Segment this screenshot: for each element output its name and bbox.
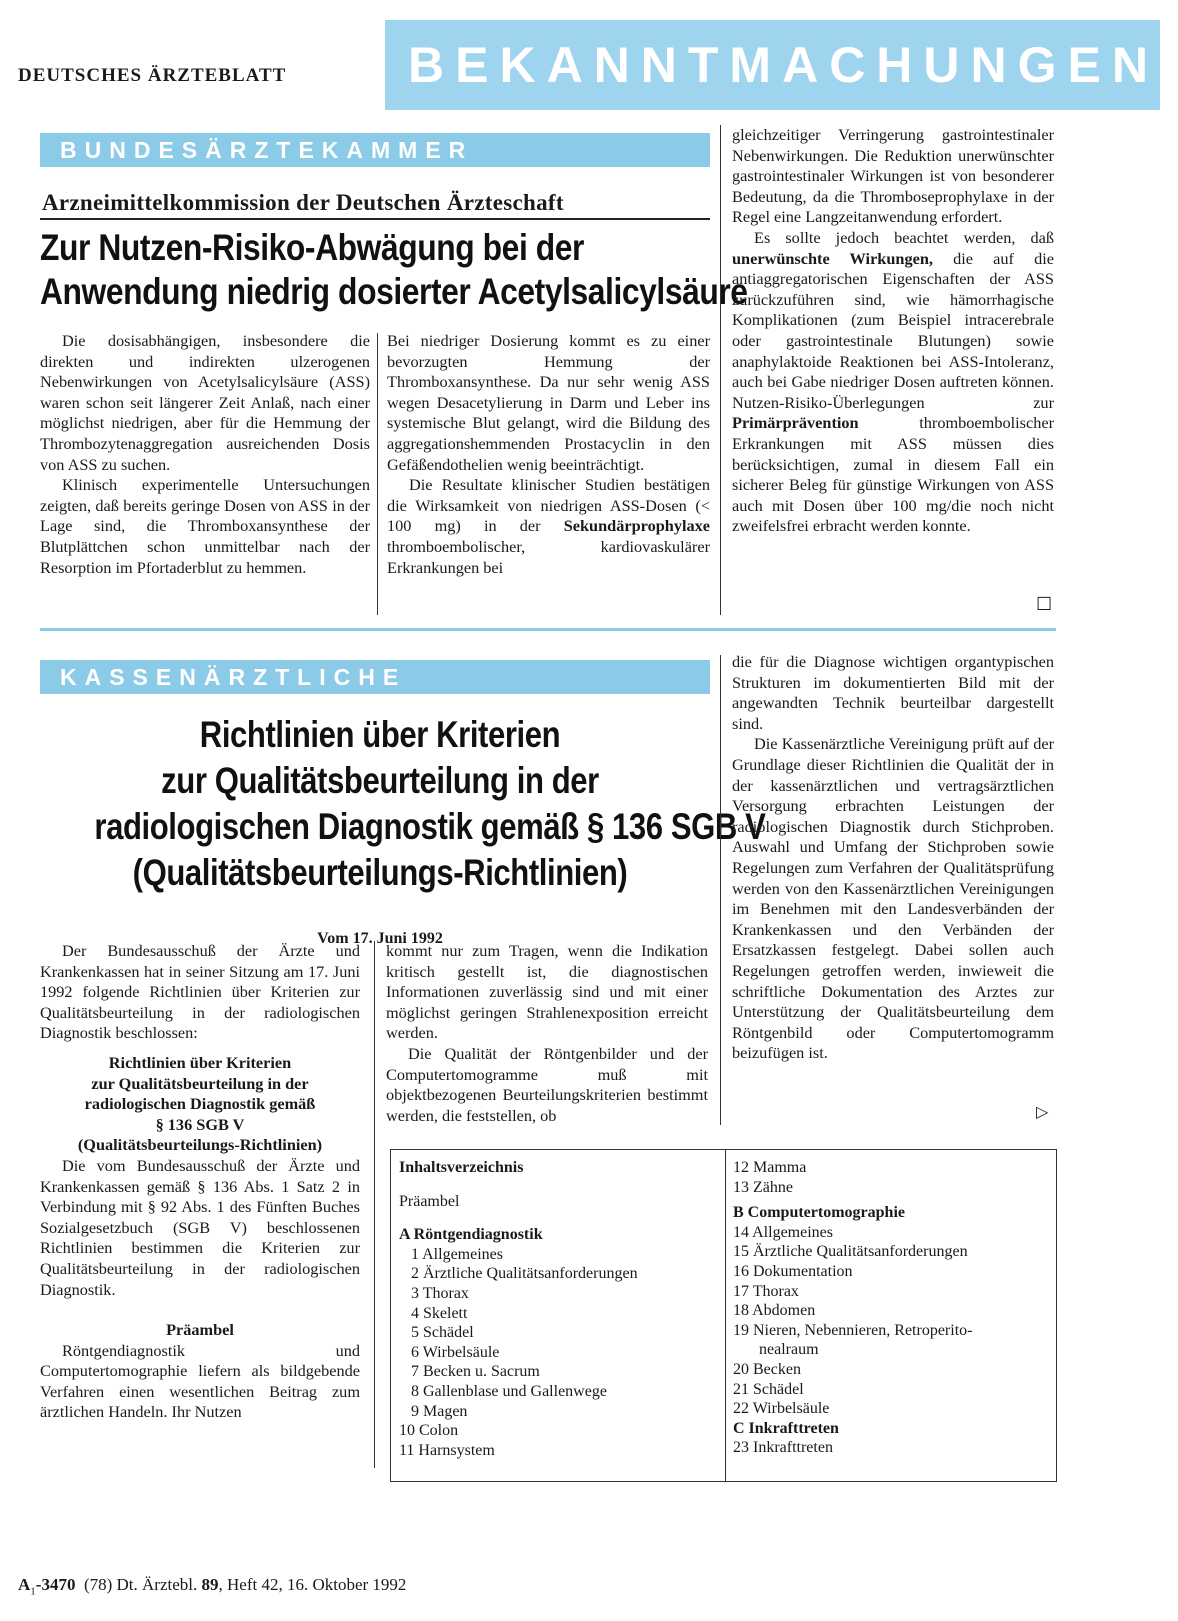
article2-column-2 — [386, 941, 708, 1126]
column-divider — [374, 941, 375, 1468]
headline-line: zur Qualitätsbeurteilung in der — [161, 760, 599, 801]
page-number: -3470 — [35, 1575, 76, 1594]
section-title: BEKANNTMACHUNGEN — [408, 37, 1159, 93]
rules-title-line: § 136 SGB V — [155, 1114, 245, 1134]
toc-group-heading: B Computertomographie — [733, 1204, 905, 1222]
toc-item: 18 Abdomen — [733, 1302, 816, 1320]
column-divider — [377, 333, 378, 615]
headline-line: Zur Nutzen-Risiko-Abwägung bei der — [40, 227, 585, 268]
article-headline — [94, 712, 766, 896]
toc-item: 1 Allgemeines — [411, 1245, 503, 1263]
text-run: Die Resultate klinischer Studien bestätigen die Wirksamkeit von niedrigen ASS-Dosen (< 100 mg) in der — [387, 475, 710, 536]
toc-item: 2 Ärztliche Qualitätsanforderungen — [411, 1265, 638, 1283]
toc-item: 13 Zähne — [733, 1178, 793, 1196]
article-headline — [40, 226, 748, 314]
headline-line: (Qualitätsbeurteilungs-Richtlinien) — [132, 852, 628, 893]
toc-title: Inhaltsverzeichnis — [399, 1159, 524, 1176]
toc-item: 5 Schädel — [411, 1324, 474, 1342]
toc-item: 3 Thorax — [411, 1284, 469, 1302]
toc-column-1 — [399, 1158, 719, 1460]
paragraph: Röntgendiagnostik und Computertomographie liefern als bildgebende Verfahren einen wesentlichen Beitrag zum ärztlichen Handeln. Ihr Nutzen — [40, 1340, 360, 1422]
toc-group-heading: A Röntgendiagnostik — [399, 1226, 543, 1244]
rules-title-line: zur Qualitätsbeurteilung in der — [91, 1073, 309, 1093]
subtitle-rule — [40, 218, 710, 220]
toc-item-continued: nealraum — [759, 1341, 819, 1359]
page-letter: A — [18, 1575, 31, 1594]
rules-title-line: (Qualitätsbeurteilungs-Richtlinien) — [77, 1135, 323, 1155]
section-separator — [40, 628, 1056, 631]
table-of-contents — [390, 1149, 1057, 1482]
toc-item: 17 Thorax — [733, 1282, 799, 1300]
paragraph: gleichzeitiger Verringerung gastrointestinaler Nebenwirkungen. Die Reduktion unerwünschter gastrointestinaler Wirkungen ist von besonderer Bedeutung, da die Thromboseprophylaxe in der Regel eine Langzeitanwendung erfordert. — [732, 125, 1054, 227]
paragraph: Die dosisabhängigen, insbesondere die direkten und indirekten ulzerogenen Nebenwirkungen von Acetylsalicylsäure (ASS) waren schon seit längerer Zeit Anlaß, nach einer möglichst niedrigen, aber für die Hemmung der Thrombozytenaggregation ausreichenden Dosis von ASS zu suchen. — [40, 331, 370, 474]
toc-item: 8 Gallenblase und Gallenwege — [411, 1382, 607, 1400]
section-subtitle: Arzneimittelkommission der Deutschen Ärzteschaft — [42, 190, 564, 215]
toc-column-2 — [733, 1158, 1051, 1458]
toc-item: 6 Wirbelsäule — [411, 1343, 500, 1361]
paragraph: die für die Diagnose wichtigen organtypischen Strukturen im dokumentierten Bild mit der angewandten Technik beurteilbar dargestellt sind. — [732, 652, 1054, 733]
toc-item: 9 Magen — [411, 1402, 468, 1420]
article2-column-3 — [732, 652, 1054, 1064]
toc-item: 22 Wirbelsäule — [733, 1400, 830, 1418]
toc-item: 7 Becken u. Sacrum — [411, 1363, 540, 1381]
text-run: Es sollte jedoch beachtet werden, daß — [754, 227, 1054, 247]
article1-column-2 — [387, 331, 710, 578]
toc-item: 10 Colon — [399, 1422, 459, 1440]
paragraph: Der Bundesausschuß der Ärzte und Krankenkassen hat in seiner Sitzung am 17. Juni 1992 folgende Richtlinien über Kriterien zur Qualitätsbeurteilung in der radiologischen Diagnostik beschlossen: — [40, 941, 360, 1043]
paragraph: Die vom Bundesausschuß der Ärzte und Krankenkassen gemäß § 136 Abs. 1 Satz 2 in Verbindung mit § 92 Abs. 1 des Fünften Buches Sozialgesetzbuch (SGB V) beschlossenen Richtlinien bestimmen die Kriterien zur Qualitätsbeurteilung in der radiologischen Diagnostik. — [40, 1155, 360, 1299]
article2-column-1 — [40, 941, 360, 1423]
paragraph: Klinisch experimentelle Untersuchungen zeigten, daß bereits geringe Dosen von ASS in der Lage sind, die Thromboxansynthese der Blutplättchen schon unmittelbar nach der Resorption im Pfortaderblut zu hemmen. — [40, 475, 370, 577]
rules-title — [40, 1053, 360, 1156]
toc-item: 21 Schädel — [733, 1380, 804, 1398]
paragraph: kommt nur zum Tragen, wenn die Indikation kritisch gestellt ist, die diagnostischen Informationen zuverlässig sind und mit einer möglichst geringen Strahlenexposition erreicht werden. — [386, 941, 708, 1043]
toc-item: 12 Mamma — [733, 1159, 807, 1176]
toc-divider — [725, 1150, 726, 1481]
toc-group-heading: C Inkrafttreten — [733, 1419, 839, 1437]
headline-line: Anwendung niedrig dosierter Acetylsalicylsäure — [40, 271, 748, 312]
article1-column-3 — [732, 125, 1054, 537]
article1-column-1 — [40, 331, 370, 578]
text-run: thromboembolischer Erkrankungen mit ASS müssen dies berücksichtigen, zumal in diesem Fall ein sicherer Beleg für günstige Wirkungen von ASS auch mit Dosen über 100 mg/die noch nicht zweifelsfrei erbracht werden konnte. — [732, 413, 1054, 536]
continue-mark: ▷ — [1036, 1104, 1049, 1121]
toc-preamble: Präambel — [399, 1192, 460, 1210]
rules-title-line: radiologischen Diagnostik gemäß — [84, 1094, 316, 1114]
paragraph: Die Qualität der Röntgenbilder und der Computertomogramme muß mit objektbezogenen Beurteilungskriterien bestimmt werden, die feststellen, ob — [386, 1043, 708, 1125]
article-date: Vom 17. Juni 1992 — [317, 930, 443, 947]
page-subscript: 1 — [30, 1585, 36, 1598]
end-mark: ☐ — [1036, 594, 1053, 614]
headline-line: Richtlinien über Kriterien — [199, 714, 561, 755]
toc-item: 15 Ärztliche Qualitätsanforderungen — [733, 1243, 968, 1261]
citation-issue: , Heft 42, 16. Oktober 1992 — [218, 1575, 407, 1594]
section-bar-bundesaerztekammer: BUNDESÄRZTEKAMMER — [40, 133, 710, 167]
rules-title-line: Richtlinien über Kriterien — [108, 1052, 292, 1072]
page-footer — [18, 1575, 406, 1597]
citation: (78) Dt. Ärztebl. — [83, 1575, 202, 1594]
text-run: die auf die antiaggregatorischen Eigenschaften der ASS zurückzuführen sind, wie hämorrhagische Komplikationen (zum Beispiel intracerebrale oder gastrointestinale Blutungen) sowie anaphylaktoide Reaktionen bei ASS-Intoleranz, auch bei Gabe niedriger Dosen auftreten können. Nutzen-Risiko-Überlegungen zur — [732, 248, 1054, 412]
toc-item: 16 Dokumentation — [733, 1262, 853, 1280]
section-bar-kbv: KASSENÄRZTLICHE BUNDESVEREINIGUNG — [40, 660, 710, 694]
paragraph — [732, 228, 1054, 537]
paragraph: Die Kassenärztliche Vereinigung prüft auf der Grundlage dieser Richtlinien die Qualität der in der kassenärztlichen und vertragsärztlichen Versorgung erbrachten Leistungen der radiologischen Diagnostik durch Stichproben. Auswahl und Umfang der Stichproben sowie Regelungen zum Verfahren der Qualitätsprüfung werden von den Kassenärztlichen Vereinigungen im Benehmen mit den Landesverbänden der Krankenkassen und den Verbänden der Ersatzkassen festgelegt. Dabei sollen auch Regelungen getroffen werden, inwieweit die schriftliche Dokumentation des Arztes zur Unterstützung der Qualitätsbeurteilung dem Röntgenbild oder Computertomogramm beizufügen ist. — [732, 734, 1054, 1063]
paragraph: Bei niedriger Dosierung kommt es zu einer bevorzugten Hemmung der Thromboxansynthese. Da nur sehr wenig ASS wegen Desacetylierung in Darm und Leber ins systemische Blut gelangt, wird die Bildung des aggregationshemmenden Prostacyclin in den Gefäßendothelien wenig beeinträchtigt. — [387, 331, 710, 474]
column-divider — [720, 125, 721, 615]
journal-name: DEUTSCHES ÄRZTEBLATT — [18, 65, 287, 86]
text-run: thromboembolischer, kardiovaskulärer Erkrankungen bei — [387, 536, 710, 577]
toc-item: 23 Inkrafttreten — [733, 1439, 833, 1457]
emphasis: unerwünschte Wirkungen, — [732, 248, 933, 268]
toc-item: 20 Becken — [733, 1360, 801, 1378]
column-divider — [720, 655, 721, 1125]
toc-item: 14 Allgemeines — [733, 1223, 833, 1241]
toc-item: 19 Nieren, Nebennieren, Retroperito- — [733, 1321, 973, 1339]
emphasis: Sekundärprophylaxe — [563, 516, 710, 536]
headline-line: radiologischen Diagnostik gemäß § 136 SGB V — [94, 806, 766, 847]
paragraph — [387, 475, 710, 578]
toc-item: 4 Skelett — [411, 1304, 468, 1322]
volume: 89 — [201, 1575, 219, 1594]
emphasis: Primärprävention — [732, 413, 859, 433]
toc-item: 11 Harnsystem — [399, 1441, 495, 1459]
preamble-heading: Präambel — [166, 1320, 234, 1340]
